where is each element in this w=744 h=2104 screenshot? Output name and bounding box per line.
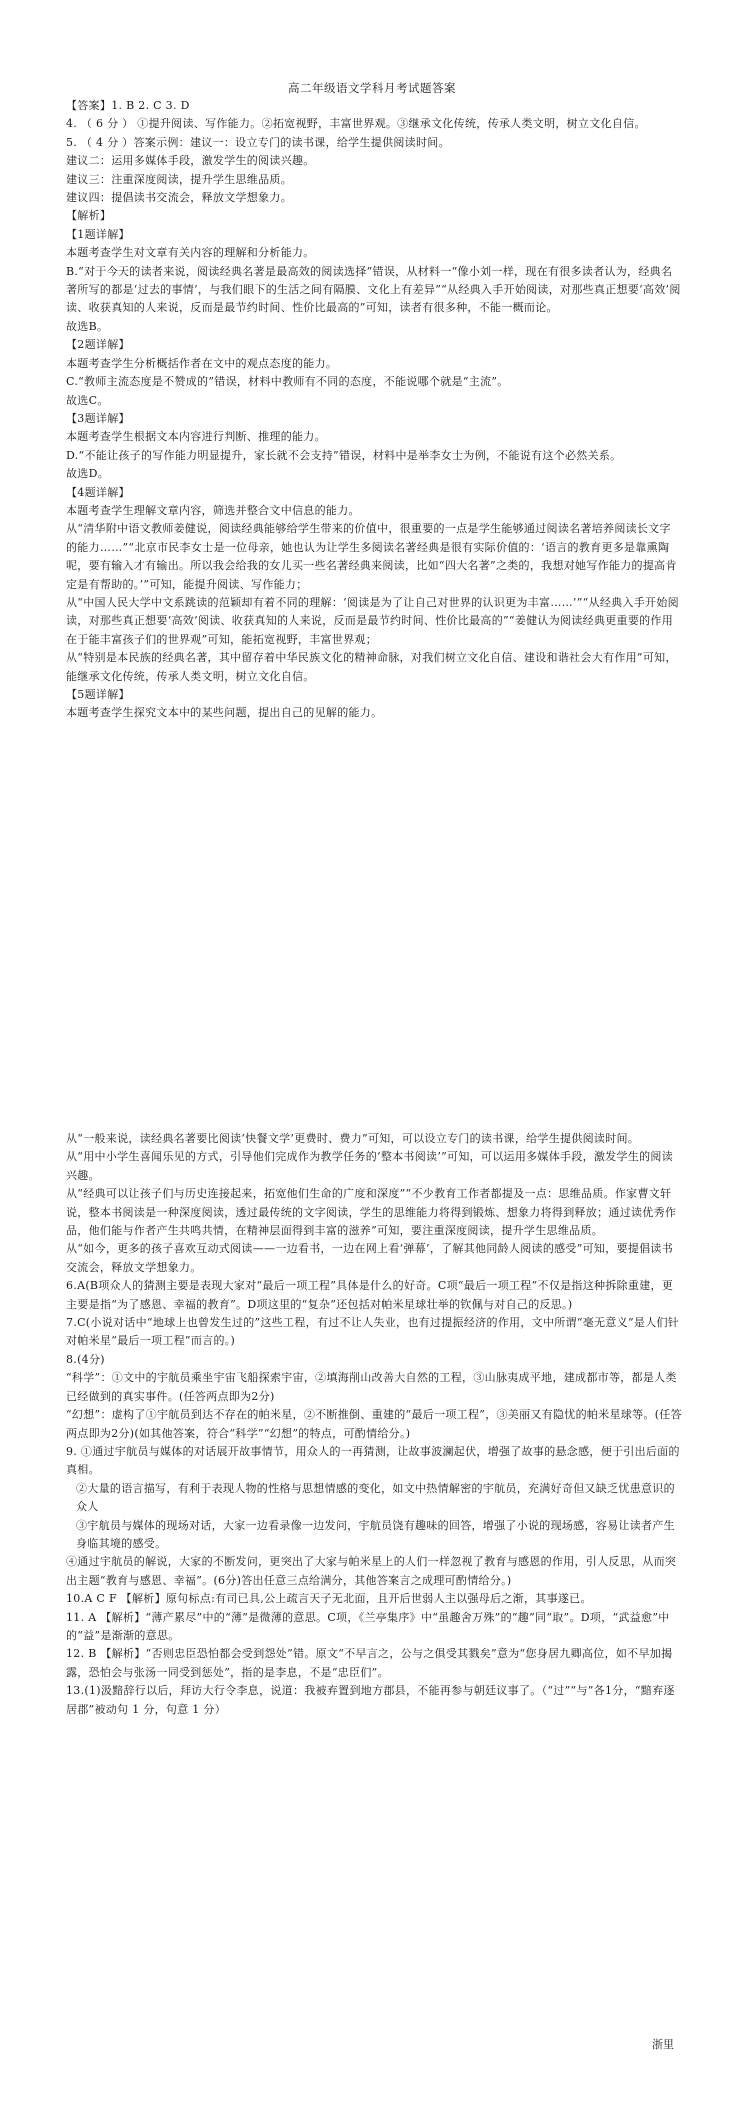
q1-detail-body: B.“对于今天的读者来说，阅读经典名著是最高效的阅读选择”错误，从材料一“像小刘一样，现在有很多读者认为，经典名著所写的都是‘过去的事情’，与我们眼下的生活之间有隔膜、文化上有差异”“从经典入手开始阅读，对那些真正想要‘高效’阅读、收获真知的人来说，反而是最节约时间、性价比最高的”可知，读者有很多种，不能一概而论。 [66,264,681,315]
answers-section-bottom [66,1130,682,1719]
q3-detail-intro: 本题考查学生根据文本内容进行判断、推理的能力。 [66,430,326,444]
answer-q9-point-4: ④通过宇航员的解说，大家的不断发问，更突出了大家与帕米星上的人们一样忽视了教育与感恩的作用，引人反思，从而突出主题“教育与感恩、幸福”。(6分)答出任意三点给满分，其他答案言之成理可酌情给分。) [66,1555,677,1587]
answer-key-1-3: 【答案】1. B 2. C 3. D [66,99,190,112]
answer-q8-heading: 8.(4分) [66,1352,105,1366]
q5-detail-para-3: 从“经典可以让孩子们与历史连接起来，拓宽他们生命的广度和深度”“不少教育工作者都提及一点：思维品质。作家曹文轩说，整本书阅读是一种深度阅读，透过最传统的文字阅读，学生的思维能力将得到锻炼、想象力将得到释放；通过读优秀作品，他们能与作者产生共鸣共情，在精神层面得到丰富的滋养”可知，要注重深度阅读，提升学生思维品质。 [66,1187,677,1238]
page-footer: 浙里 [652,2038,674,2051]
answer-q5: 5. （ 4 分 ）答案示例：建议一：设立专门的读书课，给学生提供阅读时间。 [66,135,450,149]
answer-q10: 10.A C F 【解析】原句标点:有司已具,公上疏言天子无北面，且开后世弱人主以强母后之渐，其事遂已。 [66,1592,592,1606]
answer-q13: 13.(1)汲黯辞行以后，拜访大行令李息，说道：我被弃置到地方郡县，不能再参与朝廷议事了。（“过”“与”各1分，“黯弃逐居郡”被动句 1 分，句意 1 分） [66,1684,675,1716]
q1-detail-heading: 【1题详解】 [66,227,130,241]
answer-q9-point-3: ③宇航员与媒体的现场对话，大家一边看录像一边发问，宇航员饶有趣味的回答，增强了小说的现场感，容易让读者产生身临其境的感受。 [76,1518,675,1550]
q5-detail-para-4: 从“如今，更多的孩子喜欢互动式阅读——一边看书，一边在网上看‘弹幕’，了解其他同龄人阅读的感受”可知，要提倡读书交流会，释放文学想象力。 [66,1242,674,1274]
q3-detail-heading: 【3题详解】 [66,411,130,425]
answer-q4: 4. （ 6 分 ） ①提升阅读、写作能力。②拓宽视野，丰富世界观。③继承文化传统，传承人类文明，树立文化自信。 [66,117,646,131]
q4-detail-para-1: 从“清华附中语文教师姜健说，阅读经典能够给学生带来的价值中，很重要的一点是学生能够通过阅读名著培养阅读长文字的能力……”“北京市民李女士是一位母亲，她也认为让学生多阅读名著经典是很有实际价值的：‘语言的教育更多是靠熏陶呢，要有输入才有输出。所以我会给我的女儿买一些名著经典来阅读，比如“四大名著”之类的，我想对她写作能力的提高肯定是有帮助的。’”可知，能提升阅读、写作能力； [66,522,677,591]
answer-q6: 6.A(B项众人的猜测主要是表现大家对“最后一项工程”具体是什么的好奇。C项“最后一项工程”不仅是指这种拆除重建，更主要是指“为了感恩、幸福的教育”。D项这里的“复杂”还包括对帕米星球壮举的钦佩与对自己的反思。) [66,1279,674,1311]
answer-q7: 7.C(小说对话中“地球上也曾发生过的”这些工程，有过不让人失业，也有过提振经济的作用，文中所谓“毫无意义”是人们针对帕米星“最后一项工程”而言的。) [66,1316,680,1348]
q5-detail-para-2: 从“用中小学生喜闻乐见的方式，引导他们完成作为教学任务的‘整本书阅读’”可知，可以运用多媒体手段，激发学生的阅读兴趣。 [66,1150,674,1182]
answer-q8-fantasy: “幻想”：虚构了①宇航员到达不存在的帕米星，②不断推倒、重建的“最后一项工程”，③美丽又有隐忧的帕米星球等。(任答两点即为2分)(如其他答案，符合“科学”“幻想”的特点，可酌情给分。) [66,1408,682,1440]
document-title: 高二年级语文学科月考试题答案 [288,81,456,95]
q4-detail-intro: 本题考查学生理解文章内容，筛选并整合文中信息的能力。 [66,503,360,517]
q4-detail-para-3: 从“特别是本民族的经典名著，其中留存着中华民族文化的精神命脉，对我们树立文化自信、建设和谐社会大有作用”可知，能继承文化传统，传承人类文明，树立文化自信。 [66,651,677,683]
q1-detail-intro: 本题考查学生对文章有关内容的理解和分析能力。 [66,246,315,260]
q2-choice: 故选C。 [66,393,109,407]
q2-detail-heading: 【2题详解】 [66,338,130,352]
q5-detail-heading: 【5题详解】 [66,688,130,701]
q4-detail-heading: 【4题详解】 [66,485,130,499]
q3-detail-body: D.“不能让孩子的写作能力明显提升，家长就不会支持”错误，材料中是举李女士为例，不能说有这个必然关系。 [66,448,622,462]
answer-q5-suggestion-4: 建议四：提倡读书交流会，释放文学想象力。 [66,191,292,205]
answer-q11: 11. A 【解析】“薄产累尽”中的“薄”是微薄的意思。C项，《兰亭集序》中“虽趣舍万殊”的“趣”同“取”。D项，“武益愈”中的“益”是渐渐的意思。 [66,1610,670,1642]
q4-detail-para-2: 从“中国人民大学中文系跳读的范颖却有着不同的理解：‘阅读是为了让自己对世界的认识更为丰富……’”“从经典入手开始阅读，对那些真正想要‘高效’阅读、收获真知的人来说，反而是最节约时间、性价比最高的”“姜健认为阅读经典更重要的作用在于能丰富孩子们的世界观”可知，能拓宽视野，丰富世界观； [66,595,679,646]
q1-choice: 故选B。 [66,319,109,333]
q2-detail-body: C.“教师主流态度是不赞成的”错误，材料中教师有不同的态度，不能说哪个就是“主流”。 [66,375,509,389]
answer-q5-suggestion-3: 建议三：注重深度阅读，提升学生思维品质。 [66,172,292,186]
answer-q5-suggestion-2: 建议二：运用多媒体手段，激发学生的阅读兴趣。 [66,154,315,168]
analysis-heading: 【解析】 [66,209,112,223]
answer-q9-point-2: ②大量的语言描写，有利于表现人物的性格与思想情感的变化，如文中热情解密的宇航员，充满好奇但又缺乏忧患意识的众人 [76,1481,675,1514]
q5-detail-para-1: 从“一般来说，读经典名著要比阅读‘快餐文学’更费时、费力”可知，可以设立专门的读书课，给学生提供阅读时间。 [66,1132,640,1145]
answers-section-top [66,97,682,723]
q2-detail-intro: 本题考查学生分析概括作者在文中的观点态度的能力。 [66,356,338,370]
q5-detail-intro: 本题考查学生探究文本中的某些问题，提出自己的见解的能力。 [66,706,383,720]
answer-q9-point-1: 9. ①通过宇航员与媒体的对话展开故事情节，用众人的一再猜测，让故事波澜起伏，增强了故事的悬念感，便于引出后面的真相。 [66,1444,680,1477]
q3-choice: 故选D。 [66,467,110,481]
answer-q12: 12. B 【解析】“否则忠臣恐怕都会受到怨处”错。原文“不早言之，公与之俱受其戮矣”意为“您身居九卿高位，如不早加揭露，恐怕会与张汤一同受到惩处”，指的是李息，不是“忠臣们”。 [66,1647,673,1679]
answer-q8-science: “科学”：①文中的宇航员乘坐宇宙飞船探索宇宙，②填海削山改善大自然的工程，③山脉夷成平地，建成都市等，都是人类已经做到的真实事件。(任答两点即为2分) [66,1371,677,1403]
